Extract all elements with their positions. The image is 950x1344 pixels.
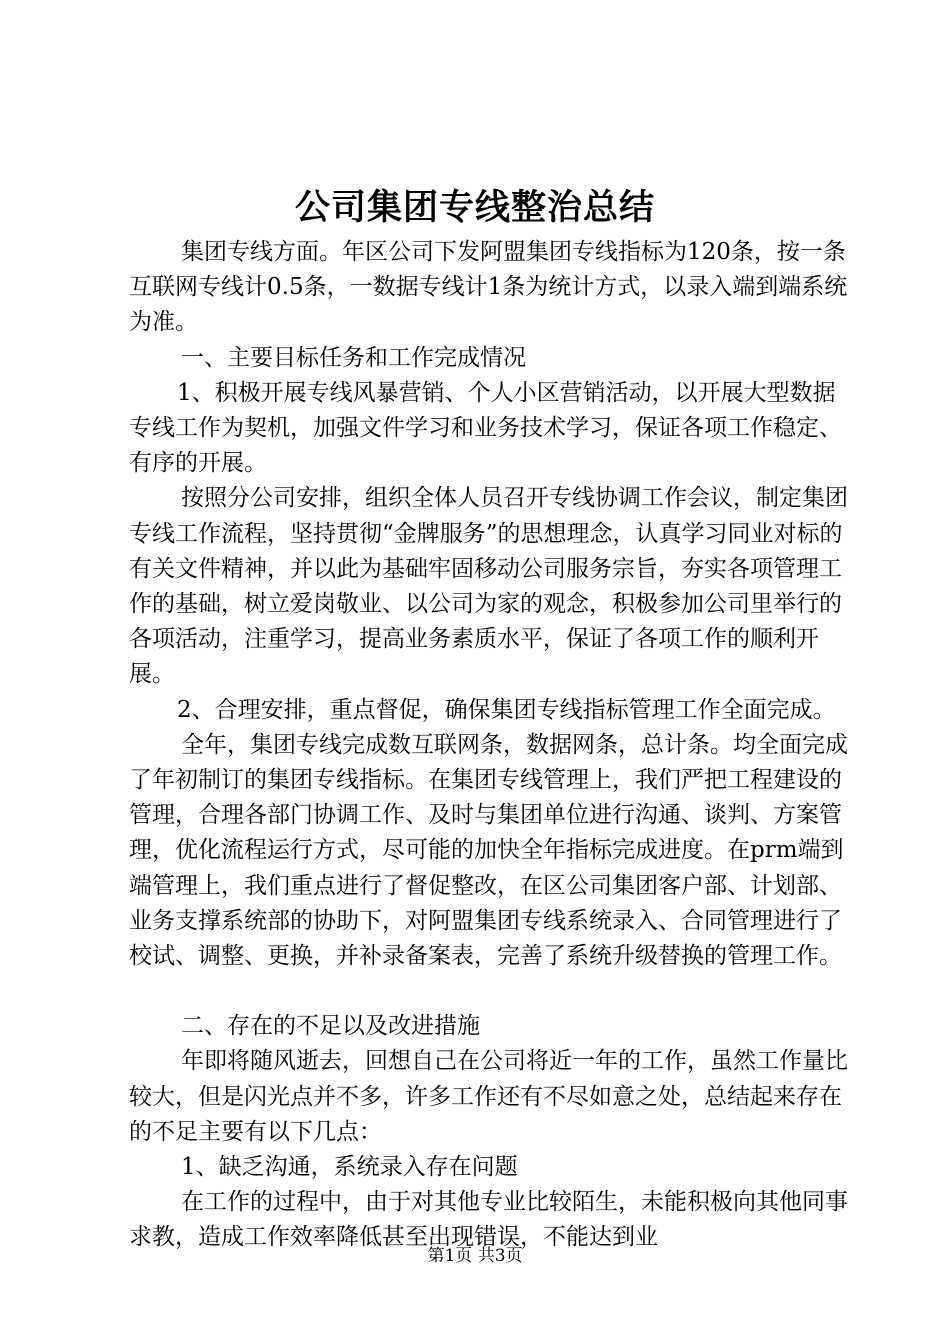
paragraph-spacer (129, 974, 849, 1009)
item-heading-1: 1、积极开展专线风暴营销、个人小区营销活动，以开展大型数据专线工作为契机，加强文件学习和业务技术学习，保证各项工作稳定、有序的开展。 (129, 379, 842, 477)
item-heading-3: 1、缺乏沟通，系统录入存在问题 (181, 1154, 518, 1181)
paragraph-communication: 在工作的过程中，由于对其他专业比较陌生，未能积极向其他同事求教，造成工作效率降低甚至出现错误，不能达到业 (129, 1189, 848, 1251)
paragraph-shortcomings: 年即将随风逝去，回想自己在公司将近一年的工作，虽然工作量比较大，但是闪光点并不多，许多工作还有不尽如意之处，总结起来存在的不足主要有以下几点： (129, 1048, 848, 1145)
section-heading-2: 二、存在的不足以及改进措施 (181, 1013, 480, 1040)
item-heading-2: 2、合理安排，重点督促，确保集团专线指标管理工作全面完成。 (177, 696, 836, 723)
section-heading-1: 一、主要目标任务和工作完成情况 (181, 344, 526, 371)
paragraph-intro: 集团专线方面。年区公司下发阿盟集团专线指标为120条，按一条互联网专线计0.5条，一数据专线计1条为统计方式，以录入端到端系统为准。 (129, 239, 848, 336)
document-title: 公司集团专线整治总结 (294, 188, 655, 228)
document-body (129, 235, 849, 1256)
paragraph-annual-results: 全年，集团专线完成数互联网条，数据网条，总计条。均全面完成了年初制订的集团专线指标。在集团专线管理上，我们严把工程建设的管理，合理各部门协调工作、及时与集团单位进行沟通、谈判、方案管理，优化流程运行方式，尽可能的加快全年指标完成进度。在prm端到端管理上，我们重点进行了督促整改，在区公司集团客户部、计划部、业务支撑系统部的协助下，对阿盟集团专线系统录入、合同管理进行了校试、调整、更换，并补录备案表，完善了系统升级替换的管理工作。 (129, 731, 848, 970)
paragraph-arrangement: 按照分公司安排，组织全体人员召开专线协调工作会议，制定集团专线工作流程，坚持贯彻“金牌服务”的思想理念，认真学习同业对标的有关文件精神，并以此为基础牢固移动公司服务宗旨，夯实各项管理工作的基础，树立爱岗敬业、以公司为家的观念，积极参加公司里举行的各项活动，注重学习，提高业务素质水平，保证了各项工作的顺利开展。 (129, 485, 848, 688)
page-number-footer: 第1页 共3页 (427, 1246, 523, 1266)
